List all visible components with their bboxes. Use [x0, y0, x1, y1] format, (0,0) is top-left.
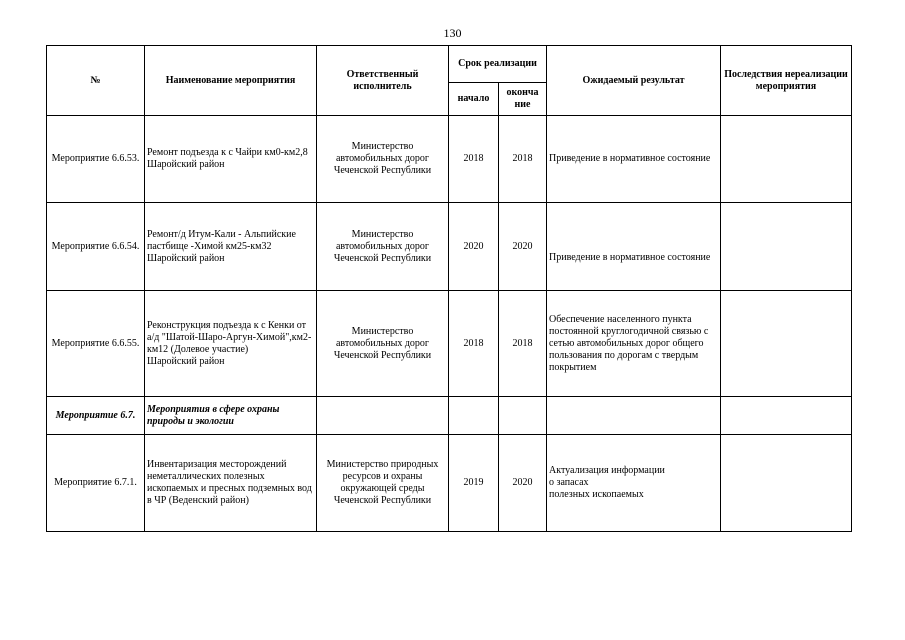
row-end: 2018 [499, 116, 547, 203]
table-section-row [47, 397, 852, 435]
row-start: 2018 [449, 291, 499, 397]
row-consequences [721, 435, 852, 532]
row-name: Реконструкция подъезда к с Кенки от а/д "Шатой-Шаро-Аргун-Химой",км2-км12 (Долевое участие) Шаройский район [145, 291, 317, 397]
empty-cell [499, 397, 547, 435]
row-num: Мероприятие 6.7.1. [47, 435, 145, 532]
row-result: Приведение в нормативное состояние [547, 116, 721, 203]
row-num: Мероприятие 6.6.55. [47, 291, 145, 397]
row-name: Ремонт/д Итум-Кали - Альпийские пастбище -Химой км25-км32 Шаройский район [145, 203, 317, 291]
table-row [47, 435, 852, 532]
header-num: № [47, 46, 145, 116]
section-name: Мероприятия в сфере охраны природы и экологии [145, 397, 317, 435]
row-start: 2018 [449, 116, 499, 203]
table-row [47, 203, 852, 291]
row-executor: Министерство автомобильных дорог Чеченской Республики [317, 116, 449, 203]
header-term: Срок реализации [449, 46, 547, 83]
header-name: Наименование мероприятия [145, 46, 317, 116]
empty-cell [317, 397, 449, 435]
header-result: Ожидаемый результат [547, 46, 721, 116]
table-row [47, 291, 852, 397]
empty-cell [449, 397, 499, 435]
header-start: начало [449, 83, 499, 116]
row-name: Ремонт подъезда к с Чайри км0-км2,8 Шаройский район [145, 116, 317, 203]
row-result: Обеспечение населенного пункта постоянной круглогодичной связью с сетью автомобильных дорог общего пользования по дорогам с твердым покрытием [547, 291, 721, 397]
row-end: 2018 [499, 291, 547, 397]
table-row [47, 116, 852, 203]
table-header-row [47, 46, 852, 83]
row-result: Приведение в нормативное состояние [547, 203, 721, 291]
row-executor: Министерство автомобильных дорог Чеченской Республики [317, 291, 449, 397]
activities-table [46, 45, 852, 532]
row-start: 2020 [449, 203, 499, 291]
page-number: 130 [443, 26, 462, 40]
header-executor: Ответственный исполнитель [317, 46, 449, 116]
row-num: Мероприятие 6.6.54. [47, 203, 145, 291]
row-executor: Министерство автомобильных дорог Чеченской Республики [317, 203, 449, 291]
section-num: Мероприятие 6.7. [47, 397, 145, 435]
row-name: Инвентаризация месторождений неметаллических полезных ископаемых и пресных подземных вод в ЧР (Веденский район) [145, 435, 317, 532]
empty-cell [721, 397, 852, 435]
row-end: 2020 [499, 435, 547, 532]
row-end: 2020 [499, 203, 547, 291]
row-consequences [721, 116, 852, 203]
row-executor: Министерство природных ресурсов и охраны окружающей среды Чеченской Республики [317, 435, 449, 532]
row-result: Актуализация информации о запасах полезных ископаемых [547, 435, 721, 532]
row-num: Мероприятие 6.6.53. [47, 116, 145, 203]
empty-cell [547, 397, 721, 435]
row-consequences [721, 291, 852, 397]
row-start: 2019 [449, 435, 499, 532]
header-end: оконча ние [499, 83, 547, 116]
row-consequences [721, 203, 852, 291]
header-consequences: Последствия нереализации мероприятия [721, 46, 852, 116]
